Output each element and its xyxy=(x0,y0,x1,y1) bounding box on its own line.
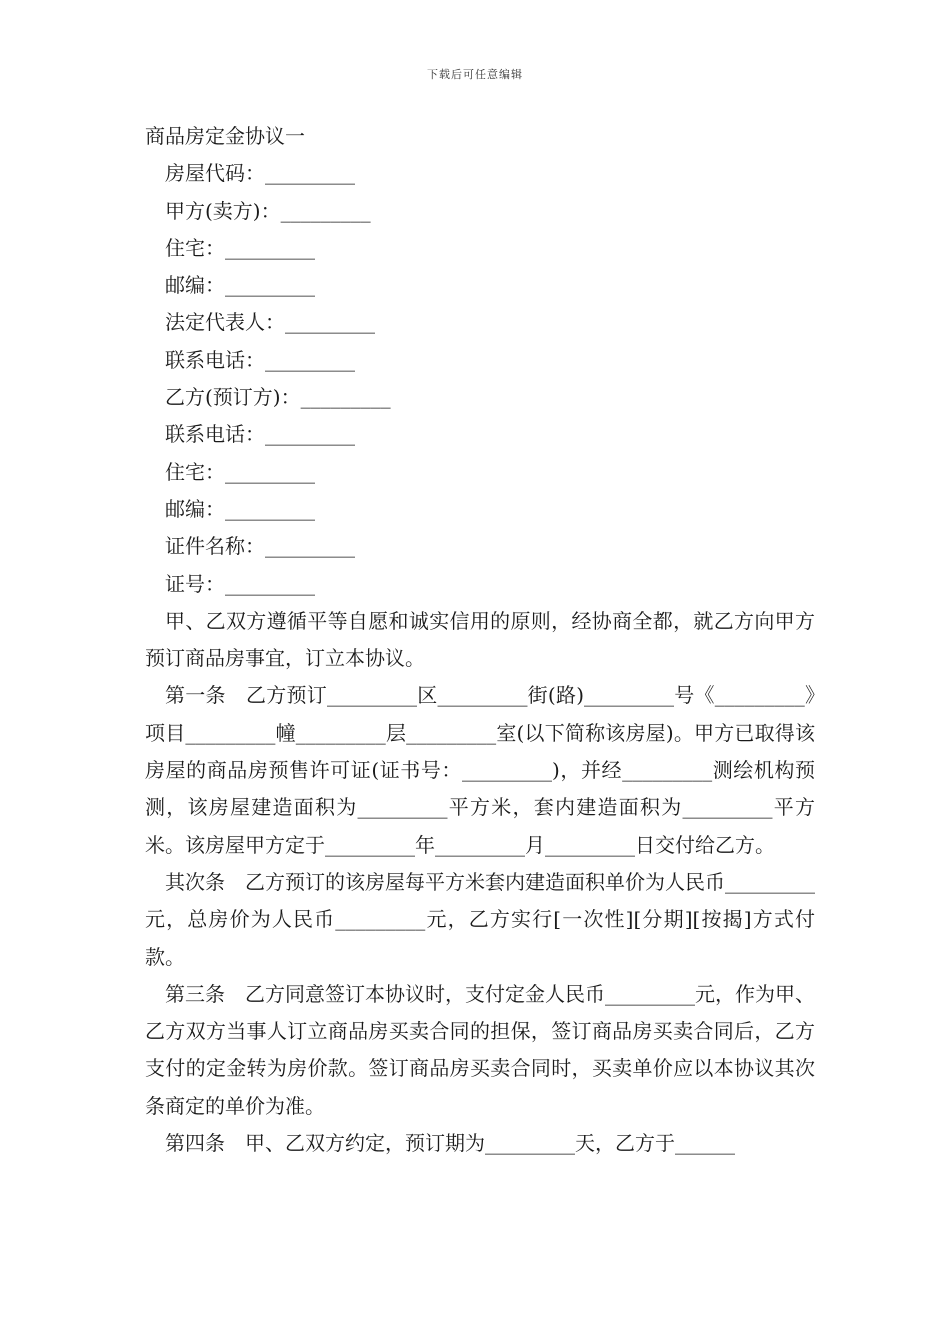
field-party-b-address: 住宅：_________ xyxy=(165,459,315,484)
field-id-type: 证件名称：_________ xyxy=(165,534,355,559)
article-2-paragraph: 其次条 乙方预订的该房屋每平方米套内建造面积单价为人民币_________元，总房价为人民币_________元，乙方实行[一次性][分期][按揭]方式付款。 xyxy=(145,869,815,969)
document-body xyxy=(145,118,815,1162)
field-party-b-phone: 联系电话：_________ xyxy=(165,422,355,447)
header-note: 下载后可任意编辑 xyxy=(427,68,523,81)
field-party-a-phone: 联系电话：_________ xyxy=(165,347,355,372)
field-house-code: 房屋代码：_________ xyxy=(165,161,355,186)
preamble-paragraph: 甲、乙双方遵循平等自愿和诚实信用的原则，经协商全都，就乙方向甲方预订商品房事宜，订立本协议。 xyxy=(145,608,815,671)
party-info-fields xyxy=(145,155,815,603)
document-title: 商品房定金协议一 xyxy=(145,124,305,148)
article-1-paragraph: 第一条 乙方预订_________区_________街(路)_________号《_________》项目_________幢_________层_________室(以下简称该房屋)。甲方已取得该房屋的商品房预售许可证(证书号：_________)，并经_________测绘机构预测，该房屋建造面积为_________平方米，套内建造面积为_________平方米。该房屋甲方定于_________年_________月_________日交付给乙方。 xyxy=(145,683,815,857)
article-3-paragraph: 第三条 乙方同意签订本协议时，支付定金人民币_________元，作为甲、乙方双方当事人订立商品房买卖合同的担保，签订商品房买卖合同后，乙方支付的定金转为房价款。签订商品房买卖合同时，买卖单价应以本协议其次条商定的单价为准。 xyxy=(145,981,815,1118)
field-id-number: 证号：_________ xyxy=(165,571,315,596)
field-party-a-address: 住宅：_________ xyxy=(165,235,315,260)
field-party-a: 甲方(卖方)：_________ xyxy=(165,198,371,223)
field-legal-representative: 法定代表人：_________ xyxy=(165,310,375,335)
field-party-b-postcode: 邮编：_________ xyxy=(165,496,315,521)
field-party-b: 乙方(预订方)：_________ xyxy=(165,385,391,410)
field-party-a-postcode: 邮编：_________ xyxy=(165,273,315,298)
article-4-paragraph: 第四条 甲、乙双方约定，预订期为_________天，乙方于______ xyxy=(165,1131,735,1156)
